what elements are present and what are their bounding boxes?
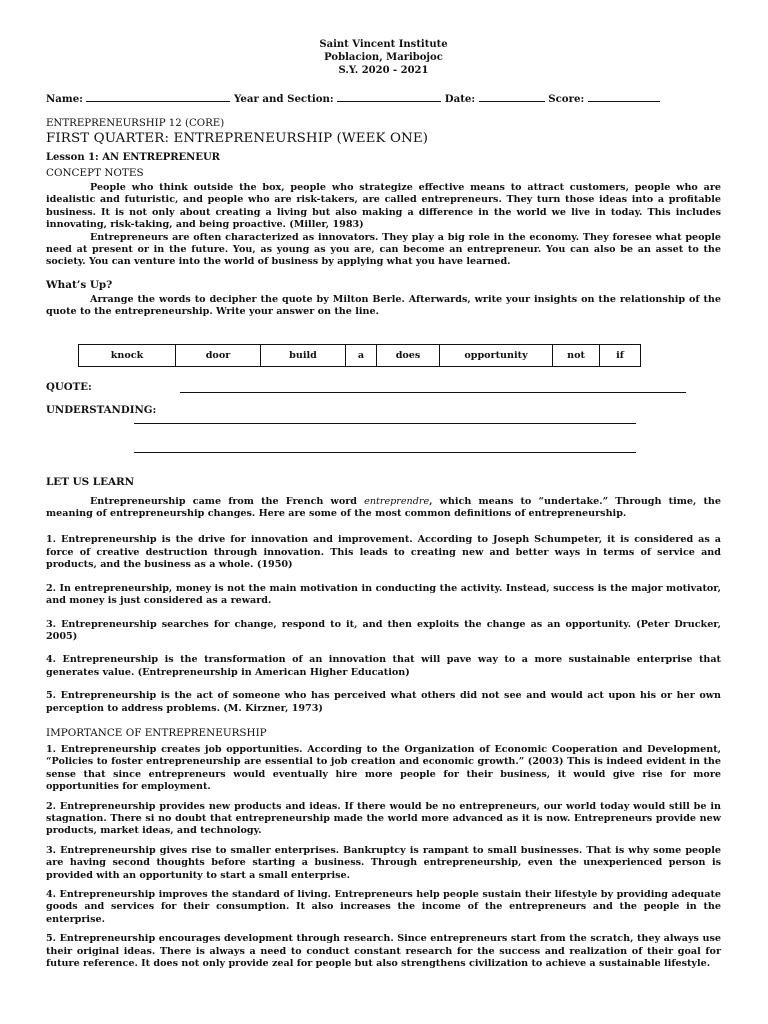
quote-label: QUOTE:: [46, 380, 92, 393]
understanding-answer-line-2[interactable]: [134, 447, 636, 453]
word-cell: if: [600, 344, 641, 366]
score-label: Score:: [548, 93, 585, 105]
definition-item: 4. Entrepreneurship is the transformation of an innovation that will pave way to a more sustainable enterprise that generates value. (Entrepreneurship in American Higher Education): [46, 654, 721, 678]
year-section-blank[interactable]: [337, 91, 441, 102]
date-label: Date:: [444, 93, 476, 105]
school-address: Poblacion, Maribojoc: [324, 52, 443, 63]
importance-item: 4. Entrepreneurship improves the standard of living. Entrepreneurs help people sustain their lifestyle by providing adequate goods and services for their consumption. It also increases the income of the entrepreneurs and the people in the enterprise.: [46, 889, 721, 925]
word-cell: not: [553, 344, 600, 366]
let-us-learn-heading: LET US LEARN: [46, 475, 135, 488]
definition-item: 2. In entrepreneurship, money is not the main motivation in conducting the activity. Instead, success is the major motivator, and money is just considered as a reward.: [46, 582, 721, 607]
understanding-answer-line-1[interactable]: [134, 418, 636, 424]
quote-row: [46, 381, 721, 395]
word-cell: door: [176, 344, 261, 366]
word-cell: a: [346, 344, 377, 366]
quote-answer-line[interactable]: [180, 380, 686, 393]
importance-item: 3. Entrepreneurship gives rise to smaller enterprises. Bankruptcy is rampant to small businesses. That is why some people are having second thoughts before starting a business. Through entrepreneurship, even the unexperienced person is provided with an opportunity to start a small enterprise.: [46, 844, 721, 881]
importance-heading: IMPORTANCE OF ENTREPRENEURSHIP: [46, 726, 267, 739]
importance-item: 5. Entrepreneurship encourages development through research. Since entrepreneurs start from the scratch, they always use their original ideas. There is always a need to conduct constant research for the success and realization of their goal for future reference. It does not only provide zeal for people but also strengthens civilization to achieve a sustainable lifestyle.: [46, 933, 721, 970]
definition-item: 1. Entrepreneurship is the drive for innovation and improvement. According to Joseph Schumpeter, it is considered as a force of creative destruction through innovation. This leads to creating new and better ways in terms of service and products, and the business as a whole. (1950): [46, 534, 721, 571]
importance-item: 2. Entrepreneurship provides new products and ideas. If there would be no entrepreneurs, our world today would still be in stagnation. There si no doubt that entrepreneurship made the world more advanced as it is now. Entrepreneurs provide new products, market ideas, and technology.: [46, 800, 721, 837]
quarter-title: FIRST QUARTER: ENTREPRENEURSHIP (WEEK ONE): [46, 131, 429, 146]
understanding-lines: [46, 418, 721, 468]
word-cell: knock: [79, 344, 176, 366]
school-year: S.Y. 2020 - 2021: [338, 65, 429, 76]
name-label: Name:: [46, 93, 83, 105]
word-cell: does: [377, 344, 440, 366]
date-blank[interactable]: [479, 91, 545, 102]
definitions-list: [46, 534, 721, 714]
definition-item: 5. Entrepreneurship is the act of someone who has perceived what others did not see and would act upon his or her own perception to address problems. (M. Kirzner, 1973): [46, 690, 721, 714]
word-cell: build: [261, 344, 346, 366]
importance-list: [46, 744, 721, 971]
word-cell: opportunity: [440, 344, 553, 366]
understanding-label: UNDERSTANDING:: [46, 403, 157, 416]
course-title: ENTREPRENEURSHIP 12 (CORE): [46, 118, 225, 129]
importance-item: 1. Entrepreneurship creates job opportunities. According to the Organization of Economic Cooperation and Development, “Policies to foster entrepreneurship are essential to job creation and economic growth.” (2003) This is indeed evident in the sense that since entrepreneurs would eventually hire more people for their business, it would give rise for more opportunities for employment.: [46, 743, 721, 793]
intro-french-word: entreprendre: [364, 495, 430, 507]
understanding-row: [46, 404, 721, 418]
lesson-title: Lesson 1: AN ENTREPRENEUR: [46, 152, 220, 163]
word-scramble-table: [78, 344, 641, 367]
concept-paragraph-2: Entrepreneurs are often characterized as innovators. They play a big role in the economy. They foresee what people need at present or in the future. You, as young as you are, can become an entrepreneur. You can also be an asset to the society. You can venture into the world of business by applying what you have learned.: [46, 231, 721, 268]
year-section-label: Year and Section:: [234, 93, 334, 105]
concept-paragraph-1: People who think outside the box, people who strategize effective means to attract customers, people who are idealistic and futuristic, and people who are risk-takers, are called entrepreneurs. They turn those ideas into a profitable business. It is not only about creating a living but also making a difference in the world we live in today. This includes innovating, risk-taking, and being proactive. (Miller, 1983): [46, 182, 721, 231]
intro-text: Entrepreneurship came from the French word: [90, 495, 365, 507]
school-name: Saint Vincent Institute: [319, 39, 448, 50]
score-blank[interactable]: [588, 91, 660, 102]
whats-up-instructions: Arrange the words to decipher the quote by Milton Berle. Afterwards, write your insights on the relationship of the quote to the entrepreneurship. Write your answer on the line.: [46, 293, 721, 318]
name-blank[interactable]: [86, 91, 230, 102]
concept-notes-heading: CONCEPT NOTES: [46, 167, 144, 179]
let-us-learn-intro: [46, 496, 721, 521]
definition-item: 3. Entrepreneurship searches for change, respond to it, and then exploits the change as an opportunity. (Peter Drucker, 2005): [46, 618, 721, 642]
student-info-line: [46, 91, 721, 105]
intro-text: , which means to “undertake.” Through time, the meaning of entrepreneurship changes. Here are some of the most common definitions of entrepreneurship.: [46, 495, 721, 520]
whats-up-heading: What’s Up?: [46, 278, 113, 291]
document-header: [46, 38, 721, 77]
